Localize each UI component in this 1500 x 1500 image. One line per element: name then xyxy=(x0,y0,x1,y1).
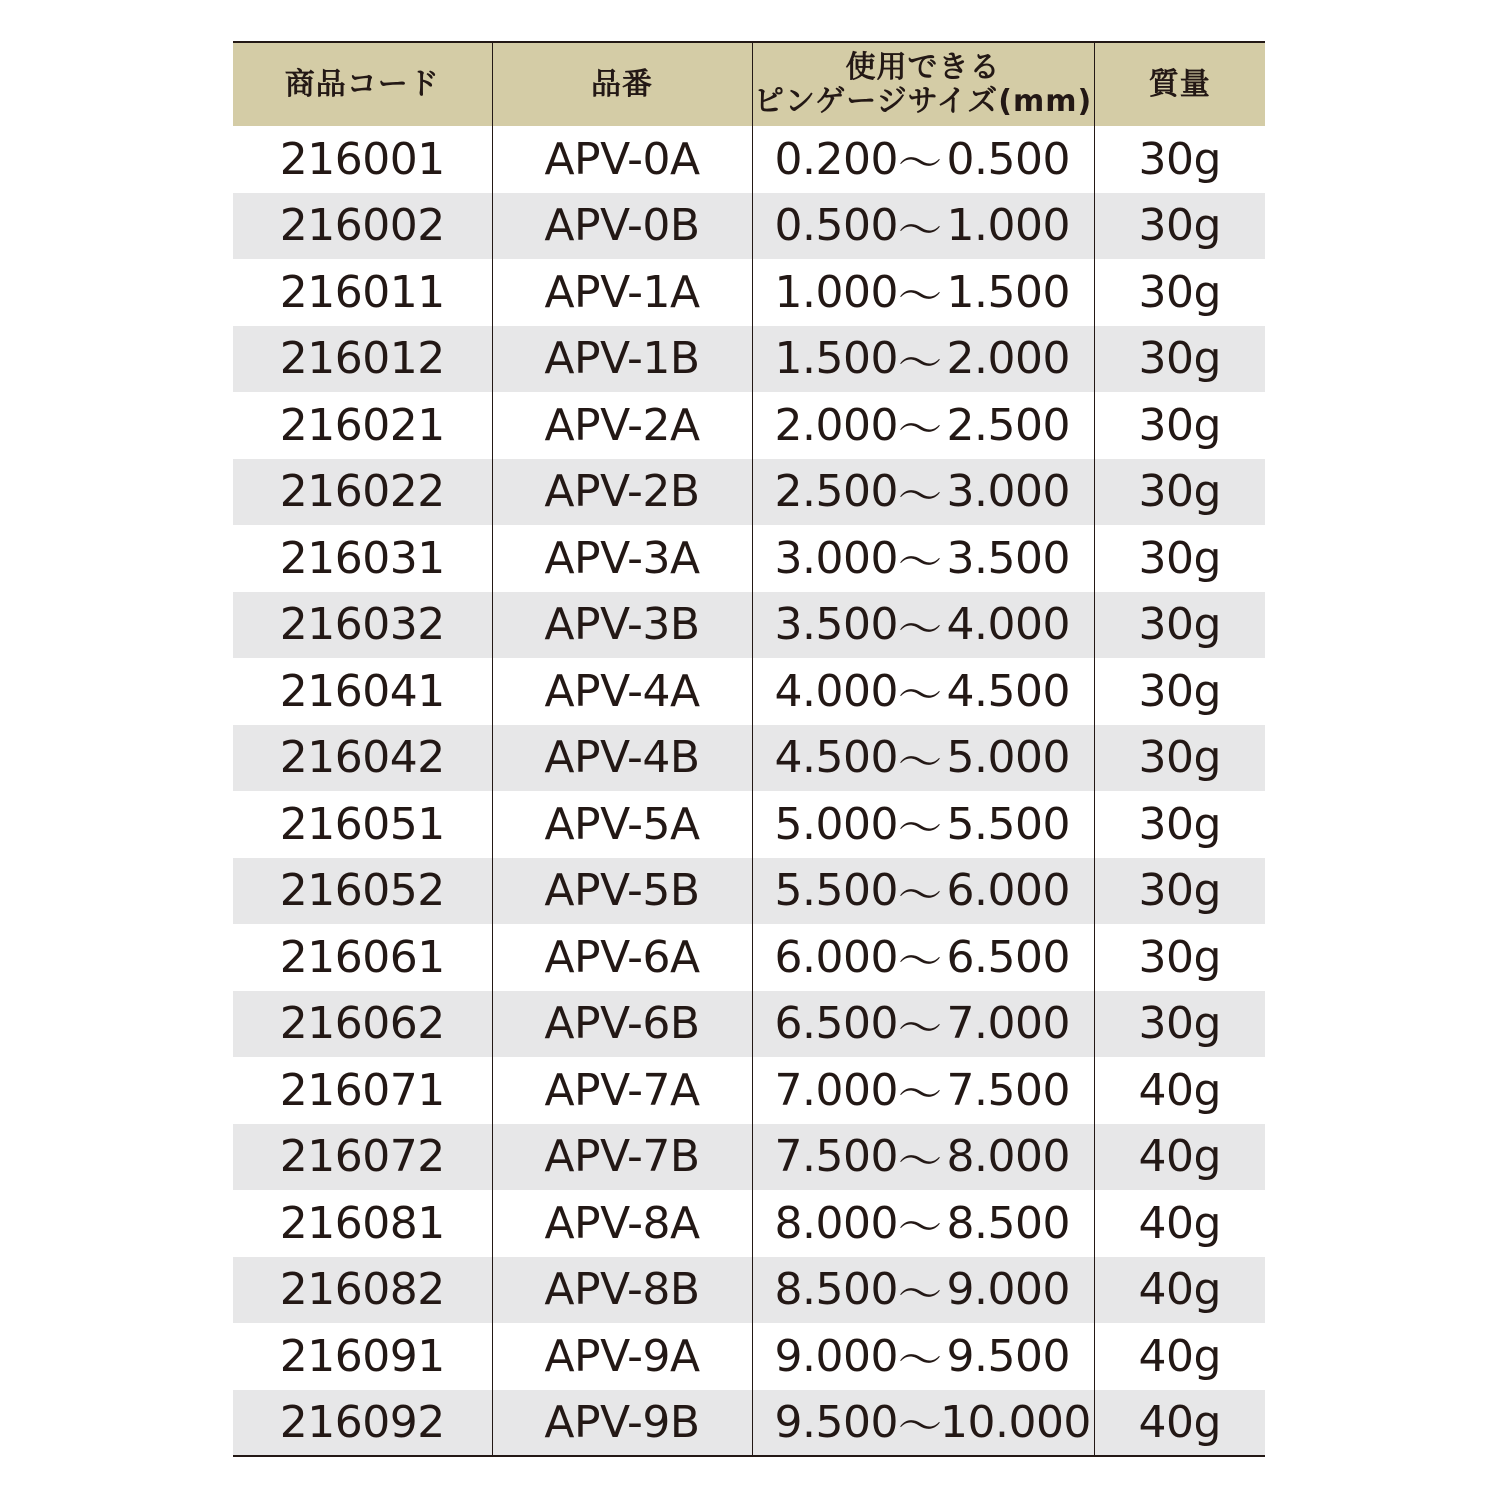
size-range-to: 4.000 xyxy=(946,599,1070,651)
size-range-separator: ～ xyxy=(897,670,942,722)
cell-mass: 30g xyxy=(1094,658,1265,725)
cell-mass: 40g xyxy=(1094,1257,1265,1324)
size-range-separator: ～ xyxy=(897,204,942,256)
cell-part-number: APV-5B xyxy=(492,858,752,925)
cell-size-range xyxy=(752,592,1094,659)
cell-size-range xyxy=(752,1257,1094,1324)
header-size-line2: ピンゲージサイズ(mm) xyxy=(753,83,1093,119)
cell-product-code: 216091 xyxy=(279,1330,445,1382)
cell-product-code: 216012 xyxy=(279,333,445,385)
cell-product-code: 216011 xyxy=(279,266,445,318)
pin-gauge-spec-table xyxy=(233,41,1265,1457)
size-range-from: 2.000 xyxy=(774,399,898,451)
size-range xyxy=(753,1324,1094,1388)
cell-part-number: APV-2A xyxy=(492,392,752,459)
cell-part-number: APV-9B xyxy=(492,1390,752,1457)
cell-product-code: 216072 xyxy=(279,1131,445,1183)
cell-size-range xyxy=(752,924,1094,991)
table-row xyxy=(233,259,1265,326)
size-range-from: 5.500 xyxy=(774,865,898,917)
cell-part-number: APV-1B xyxy=(492,326,752,393)
cell-size-range xyxy=(752,1190,1094,1257)
cell-product-code: 216061 xyxy=(279,931,445,983)
cell-size-range xyxy=(752,725,1094,792)
table-row xyxy=(233,791,1265,858)
size-range-from: 7.500 xyxy=(774,1131,898,1183)
size-range-to: 1.000 xyxy=(946,200,1070,252)
size-range-from: 9.500 xyxy=(774,1396,898,1448)
size-range xyxy=(753,526,1094,590)
size-range-separator: ～ xyxy=(897,1002,942,1054)
size-range-to: 6.000 xyxy=(946,865,1070,917)
table-row xyxy=(233,459,1265,526)
cell-mass: 30g xyxy=(1094,924,1265,991)
size-range-to: 10.000 xyxy=(939,1396,1091,1448)
size-range-separator: ～ xyxy=(897,404,942,456)
size-range xyxy=(753,859,1094,923)
size-range xyxy=(753,460,1094,524)
size-range xyxy=(753,127,1094,191)
cell-size-range xyxy=(752,991,1094,1058)
size-range xyxy=(753,1125,1094,1189)
size-range-from: 4.500 xyxy=(774,732,898,784)
cell-mass: 30g xyxy=(1094,991,1265,1058)
size-range-separator: ～ xyxy=(897,1202,942,1254)
size-range-to: 3.000 xyxy=(946,466,1070,518)
size-range-from: 4.000 xyxy=(774,665,898,717)
size-range-to: 2.500 xyxy=(946,399,1070,451)
cell-size-range xyxy=(752,259,1094,326)
cell-product-code: 216082 xyxy=(279,1264,445,1316)
cell-part-number: APV-3A xyxy=(492,525,752,592)
size-range-from: 5.000 xyxy=(774,798,898,850)
size-range-from: 2.500 xyxy=(774,466,898,518)
cell-size-range xyxy=(752,1124,1094,1191)
size-range-to: 6.500 xyxy=(946,931,1070,983)
size-range-from: 7.000 xyxy=(774,1064,898,1116)
cell-product-code: 216092 xyxy=(233,1390,492,1457)
table-header xyxy=(233,42,1265,126)
size-range-from: 9.000 xyxy=(774,1330,898,1382)
cell-product-code: 216042 xyxy=(279,732,445,784)
size-range-from: 0.500 xyxy=(774,200,898,252)
size-range-separator: ～ xyxy=(897,936,942,988)
table-row xyxy=(233,1190,1265,1257)
size-range-to: 9.500 xyxy=(946,1330,1070,1382)
table-row xyxy=(233,193,1265,260)
cell-part-number: APV-6A xyxy=(492,924,752,991)
cell-mass: 30g xyxy=(1094,193,1265,260)
size-range-from: 1.500 xyxy=(774,333,898,385)
size-range-separator: ～ xyxy=(897,803,942,855)
table-row xyxy=(233,658,1265,725)
size-range-from: 8.500 xyxy=(774,1264,898,1316)
cell-mass: 30g xyxy=(1094,725,1265,792)
size-range-separator: ～ xyxy=(897,138,942,190)
size-range xyxy=(753,260,1094,324)
cell-product-code: 216062 xyxy=(279,998,445,1050)
size-range-to: 2.000 xyxy=(946,333,1070,385)
cell-part-number: APV-8B xyxy=(492,1257,752,1324)
cell-mass: 30g xyxy=(1094,525,1265,592)
size-range xyxy=(753,194,1094,258)
cell-size-range xyxy=(752,126,1094,193)
size-range xyxy=(753,992,1094,1056)
header-mass: 質量 xyxy=(1094,42,1265,126)
size-range-from: 0.200 xyxy=(774,133,898,185)
size-range-to: 9.000 xyxy=(946,1264,1070,1316)
cell-product-code: 216052 xyxy=(279,865,445,917)
size-range-separator: ～ xyxy=(897,337,942,389)
cell-mass: 40g xyxy=(1094,1190,1265,1257)
size-range-from: 6.000 xyxy=(774,931,898,983)
cell-part-number: APV-3B xyxy=(492,592,752,659)
cell-product-code: 216002 xyxy=(279,200,445,252)
size-range-to: 4.500 xyxy=(946,665,1070,717)
cell-size-range xyxy=(752,525,1094,592)
size-range-separator: ～ xyxy=(897,736,942,788)
size-range-to: 7.500 xyxy=(946,1064,1070,1116)
cell-product-code: 216031 xyxy=(279,532,445,584)
size-range-separator: ～ xyxy=(897,1335,942,1387)
cell-product-code: 216021 xyxy=(279,399,445,451)
header-part-number: 品番 xyxy=(492,42,752,126)
size-range xyxy=(753,726,1094,790)
size-range-from: 3.000 xyxy=(774,532,898,584)
size-range-separator: ～ xyxy=(897,1401,942,1453)
size-range xyxy=(753,1258,1094,1322)
cell-part-number: APV-2B xyxy=(492,459,752,526)
size-range-separator: ～ xyxy=(897,603,942,655)
cell-mass: 30g xyxy=(1094,459,1265,526)
size-range-from: 6.500 xyxy=(774,998,898,1050)
cell-mass: 30g xyxy=(1094,392,1265,459)
cell-mass: 40g xyxy=(1094,1323,1265,1390)
size-range-from: 8.000 xyxy=(774,1197,898,1249)
cell-size-range xyxy=(752,1323,1094,1390)
cell-part-number: APV-1A xyxy=(492,259,752,326)
size-range xyxy=(753,659,1094,723)
cell-product-code: 216081 xyxy=(279,1197,445,1249)
table-row xyxy=(233,326,1265,393)
table-row xyxy=(233,1124,1265,1191)
size-range xyxy=(753,925,1094,989)
cell-part-number: APV-7A xyxy=(492,1057,752,1124)
size-range xyxy=(753,1191,1094,1255)
cell-product-code: 216041 xyxy=(279,665,445,717)
table-body xyxy=(233,126,1265,1456)
cell-mass: 40g xyxy=(1094,1390,1265,1457)
table-row xyxy=(233,858,1265,925)
cell-product-code: 216022 xyxy=(279,466,445,518)
table-row xyxy=(233,126,1265,193)
cell-size-range xyxy=(752,791,1094,858)
cell-product-code: 216001 xyxy=(279,133,445,185)
size-range-to: 0.500 xyxy=(946,133,1070,185)
table-row xyxy=(233,392,1265,459)
size-range-to: 7.000 xyxy=(946,998,1070,1050)
size-range xyxy=(753,327,1094,391)
size-range xyxy=(753,1390,1094,1454)
table-row xyxy=(233,525,1265,592)
cell-size-range xyxy=(752,1057,1094,1124)
size-range-to: 8.000 xyxy=(946,1131,1070,1183)
table-row xyxy=(233,725,1265,792)
size-range-separator: ～ xyxy=(897,271,942,323)
size-range-separator: ～ xyxy=(897,470,942,522)
size-range-separator: ～ xyxy=(897,869,942,921)
cell-part-number: APV-0A xyxy=(492,126,752,193)
size-range-to: 3.500 xyxy=(946,532,1070,584)
cell-part-number: APV-5A xyxy=(492,791,752,858)
cell-mass: 40g xyxy=(1094,1124,1265,1191)
cell-size-range xyxy=(752,459,1094,526)
header-pin-gauge-size xyxy=(752,42,1094,126)
cell-part-number: APV-6B xyxy=(492,991,752,1058)
table-row xyxy=(233,592,1265,659)
cell-mass: 30g xyxy=(1094,326,1265,393)
cell-mass: 30g xyxy=(1094,858,1265,925)
header-product-code: 商品コード xyxy=(233,42,492,126)
cell-part-number: APV-8A xyxy=(492,1190,752,1257)
cell-part-number: APV-4A xyxy=(492,658,752,725)
table-row xyxy=(233,1257,1265,1324)
cell-mass: 30g xyxy=(1094,259,1265,326)
cell-product-code: 216071 xyxy=(279,1064,445,1116)
size-range-separator: ～ xyxy=(897,1135,942,1187)
size-range-to: 5.000 xyxy=(946,732,1070,784)
size-range xyxy=(753,393,1094,457)
header-size-line1: 使用できる xyxy=(845,49,1001,85)
size-range-from: 3.500 xyxy=(774,599,898,651)
cell-mass: 30g xyxy=(1094,791,1265,858)
table-row xyxy=(233,924,1265,991)
cell-mass: 30g xyxy=(1094,592,1265,659)
cell-part-number: APV-0B xyxy=(492,193,752,260)
size-range-to: 1.500 xyxy=(946,266,1070,318)
size-range-separator: ～ xyxy=(897,1268,942,1320)
size-range-to: 5.500 xyxy=(946,798,1070,850)
cell-size-range xyxy=(752,858,1094,925)
size-range-separator: ～ xyxy=(897,1069,942,1121)
size-range-separator: ～ xyxy=(897,537,942,589)
cell-product-code: 216051 xyxy=(279,798,445,850)
cell-product-code: 216032 xyxy=(279,599,445,651)
table-row xyxy=(233,1390,1265,1457)
cell-size-range xyxy=(752,1390,1094,1457)
cell-mass: 30g xyxy=(1094,126,1265,193)
table-row xyxy=(233,1323,1265,1390)
cell-size-range xyxy=(752,392,1094,459)
cell-mass: 40g xyxy=(1094,1057,1265,1124)
cell-part-number: APV-7B xyxy=(492,1124,752,1191)
size-range xyxy=(753,593,1094,657)
cell-part-number: APV-9A xyxy=(492,1323,752,1390)
cell-size-range xyxy=(752,193,1094,260)
table-row xyxy=(233,991,1265,1058)
header-row xyxy=(233,42,1265,126)
size-range-from: 1.000 xyxy=(774,266,898,318)
size-range xyxy=(753,1058,1094,1122)
cell-part-number: APV-4B xyxy=(492,725,752,792)
size-range xyxy=(753,792,1094,856)
cell-size-range xyxy=(752,658,1094,725)
size-range-to: 8.500 xyxy=(946,1197,1070,1249)
cell-size-range xyxy=(752,326,1094,393)
table-row xyxy=(233,1057,1265,1124)
